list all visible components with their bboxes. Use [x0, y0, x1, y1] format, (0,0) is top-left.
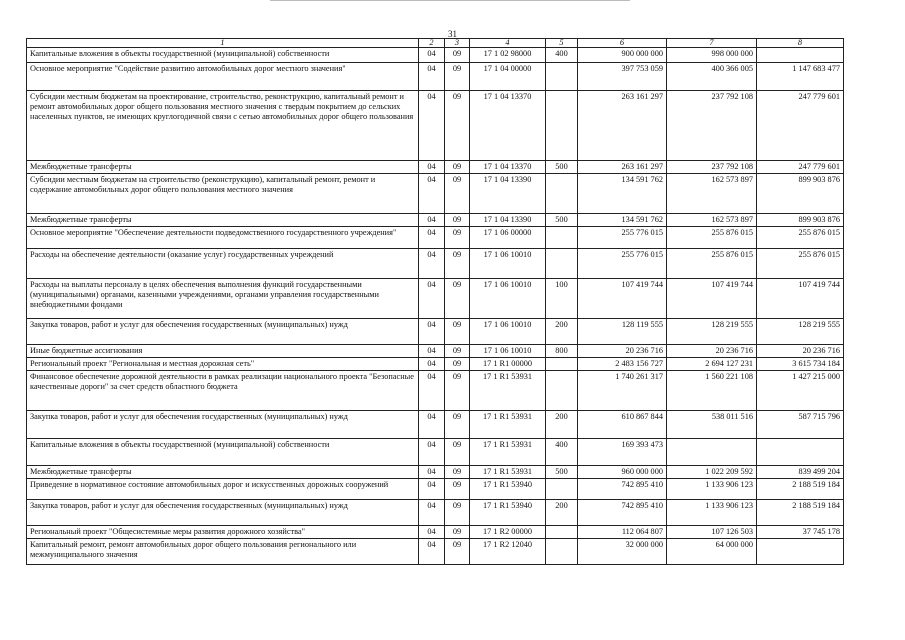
row-amount-year3: 107 419 744 — [757, 279, 844, 319]
row-amount-year3: 255 876 015 — [757, 227, 844, 249]
row-amount-year2: 107 126 503 — [667, 526, 757, 539]
row-section: 04 — [419, 358, 445, 371]
row-section: 04 — [419, 91, 445, 161]
row-expense-type — [546, 526, 578, 539]
table-row — [27, 174, 844, 214]
row-section: 04 — [419, 500, 445, 526]
row-name: Региональный проект "Общесистемные меры развития дорожного хозяйства" — [27, 526, 419, 539]
row-section: 04 — [419, 214, 445, 227]
row-amount-year3: 128 219 555 — [757, 319, 844, 345]
row-subsection: 09 — [445, 214, 470, 227]
col-header-1: 1 — [27, 39, 419, 48]
row-name: Приведение в нормативное состояние автомобильных дорог и искусственных дорожных сооружений — [27, 479, 419, 500]
row-amount-year2: 1 133 906 123 — [667, 479, 757, 500]
row-amount-year3: 1 147 683 477 — [757, 63, 844, 91]
row-amount-year2: 128 219 555 — [667, 319, 757, 345]
row-amount-year1: 112 064 807 — [578, 526, 667, 539]
table-row — [27, 479, 844, 500]
row-amount-year1: 960 000 000 — [578, 466, 667, 479]
row-subsection: 09 — [445, 345, 470, 358]
row-subsection: 09 — [445, 479, 470, 500]
row-target-code: 17 1 04 13370 — [470, 91, 546, 161]
table-row — [27, 48, 844, 63]
table-row — [27, 345, 844, 358]
row-section: 04 — [419, 479, 445, 500]
col-header-8: 8 — [757, 39, 844, 48]
row-expense-type: 500 — [546, 466, 578, 479]
row-section: 04 — [419, 411, 445, 439]
row-subsection: 09 — [445, 91, 470, 161]
row-name: Закупка товаров, работ и услуг для обеспечения государственных (муниципальных) нужд — [27, 319, 419, 345]
table-row — [27, 358, 844, 371]
table-row — [27, 214, 844, 227]
row-amount-year2: 998 000 000 — [667, 48, 757, 63]
table-row — [27, 63, 844, 91]
row-amount-year1: 32 000 000 — [578, 539, 667, 565]
row-subsection: 09 — [445, 227, 470, 249]
row-expense-type — [546, 539, 578, 565]
row-expense-type: 200 — [546, 319, 578, 345]
row-name: Субсидии местным бюджетам на проектирование, строительство, реконструкцию, капитальный ремонт и ремонт автомобильных дорог общего пользования местного значения с твердым покрытием до сельских населенных пунктов, не имеющих круглогодичной связи с сетью автомобильных дорог общего пользования — [27, 91, 419, 161]
row-amount-year2: 255 876 015 — [667, 227, 757, 249]
row-section: 04 — [419, 466, 445, 479]
row-target-code: 17 1 06 10010 — [470, 319, 546, 345]
row-amount-year3: 247 779 601 — [757, 161, 844, 174]
table-row — [27, 466, 844, 479]
row-expense-type — [546, 63, 578, 91]
row-section: 04 — [419, 63, 445, 91]
row-subsection: 09 — [445, 411, 470, 439]
row-expense-type: 400 — [546, 48, 578, 63]
row-name: Закупка товаров, работ и услуг для обеспечения государственных (муниципальных) нужд — [27, 500, 419, 526]
row-expense-type: 200 — [546, 411, 578, 439]
row-section: 04 — [419, 48, 445, 63]
row-amount-year1: 128 119 555 — [578, 319, 667, 345]
row-name: Межбюджетные трансферты — [27, 161, 419, 174]
table-row — [27, 539, 844, 565]
row-subsection: 09 — [445, 539, 470, 565]
table-row — [27, 161, 844, 174]
row-name: Основное мероприятие "Содействие развитию автомобильных дорог местного значения" — [27, 63, 419, 91]
row-target-code: 17 1 R1 53940 — [470, 500, 546, 526]
row-subsection: 09 — [445, 249, 470, 279]
table-row — [27, 249, 844, 279]
row-subsection: 09 — [445, 358, 470, 371]
row-name: Основное мероприятие "Обеспечение деятельности подведомственного государственного учреждения" — [27, 227, 419, 249]
row-amount-year3: 899 903 876 — [757, 214, 844, 227]
row-expense-type: 400 — [546, 439, 578, 466]
row-name: Расходы на выплаты персоналу в целях обеспечения выполнения функций государственными (муниципальными) органами, казенными учреждениями, органами управления государственными внебюджетными фондами — [27, 279, 419, 319]
row-target-code: 17 1 02 98000 — [470, 48, 546, 63]
row-amount-year3: 3 615 734 184 — [757, 358, 844, 371]
row-expense-type — [546, 249, 578, 279]
row-amount-year1: 610 867 844 — [578, 411, 667, 439]
row-section: 04 — [419, 371, 445, 411]
row-amount-year1: 20 236 716 — [578, 345, 667, 358]
row-name: Капитальные вложения в объекты государственной (муниципальной) собственности — [27, 439, 419, 466]
row-name: Межбюджетные трансферты — [27, 214, 419, 227]
row-subsection: 09 — [445, 526, 470, 539]
row-expense-type: 200 — [546, 500, 578, 526]
row-target-code: 17 1 R1 53931 — [470, 371, 546, 411]
table-row — [27, 526, 844, 539]
row-amount-year1: 397 753 059 — [578, 63, 667, 91]
row-amount-year3: 37 745 178 — [757, 526, 844, 539]
table-row — [27, 91, 844, 161]
row-section: 04 — [419, 345, 445, 358]
row-expense-type — [546, 371, 578, 411]
row-amount-year3: 2 188 519 184 — [757, 479, 844, 500]
row-subsection: 09 — [445, 161, 470, 174]
page-number: 31 — [448, 29, 457, 39]
row-target-code: 17 1 04 13390 — [470, 174, 546, 214]
row-amount-year1: 134 591 762 — [578, 174, 667, 214]
row-expense-type — [546, 227, 578, 249]
row-subsection: 09 — [445, 500, 470, 526]
table-row — [27, 319, 844, 345]
row-amount-year2: 20 236 716 — [667, 345, 757, 358]
row-expense-type: 500 — [546, 161, 578, 174]
row-amount-year1: 255 776 015 — [578, 227, 667, 249]
row-name: Капитальный ремонт, ремонт автомобильных дорог общего пользования регионального или межмуниципального значения — [27, 539, 419, 565]
table-row — [27, 279, 844, 319]
row-section: 04 — [419, 279, 445, 319]
row-amount-year3: 587 715 796 — [757, 411, 844, 439]
row-target-code: 17 1 R2 00000 — [470, 526, 546, 539]
row-expense-type — [546, 174, 578, 214]
row-amount-year2: 255 876 015 — [667, 249, 757, 279]
budget-table — [26, 38, 844, 565]
row-amount-year2: 107 419 744 — [667, 279, 757, 319]
row-amount-year2: 237 792 108 — [667, 161, 757, 174]
row-expense-type: 100 — [546, 279, 578, 319]
row-amount-year2: 400 366 005 — [667, 63, 757, 91]
row-amount-year3: 247 779 601 — [757, 91, 844, 161]
row-amount-year2: 162 573 897 — [667, 214, 757, 227]
row-amount-year1: 2 483 156 727 — [578, 358, 667, 371]
table-row — [27, 227, 844, 249]
col-header-5: 5 — [546, 39, 578, 48]
row-name: Закупка товаров, работ и услуг для обеспечения государственных (муниципальных) нужд — [27, 411, 419, 439]
scan-edge — [0, 0, 905, 2]
row-section: 04 — [419, 249, 445, 279]
row-target-code: 17 1 R1 53931 — [470, 439, 546, 466]
row-section: 04 — [419, 319, 445, 345]
row-amount-year1: 1 740 261 317 — [578, 371, 667, 411]
row-section: 04 — [419, 227, 445, 249]
row-amount-year2: 538 011 516 — [667, 411, 757, 439]
row-expense-type — [546, 91, 578, 161]
row-amount-year1: 742 895 410 — [578, 479, 667, 500]
row-amount-year2 — [667, 439, 757, 466]
row-amount-year3 — [757, 48, 844, 63]
row-section: 04 — [419, 539, 445, 565]
row-subsection: 09 — [445, 279, 470, 319]
row-name: Расходы на обеспечение деятельности (оказание услуг) государственных учреждений — [27, 249, 419, 279]
row-amount-year3: 20 236 716 — [757, 345, 844, 358]
row-target-code: 17 1 R1 53931 — [470, 411, 546, 439]
row-name: Финансовое обеспечение дорожной деятельности в рамках реализации национального проекта "Безопасные качественные дороги" за счет средств областного бюджета — [27, 371, 419, 411]
row-target-code: 17 1 06 10010 — [470, 345, 546, 358]
row-section: 04 — [419, 526, 445, 539]
row-amount-year2: 1 560 221 108 — [667, 371, 757, 411]
row-expense-type — [546, 358, 578, 371]
row-subsection: 09 — [445, 439, 470, 466]
row-section: 04 — [419, 174, 445, 214]
row-section: 04 — [419, 439, 445, 466]
row-target-code: 17 1 R1 00000 — [470, 358, 546, 371]
row-target-code: 17 1 R1 53940 — [470, 479, 546, 500]
row-amount-year2: 162 573 897 — [667, 174, 757, 214]
row-amount-year1: 263 161 297 — [578, 161, 667, 174]
row-amount-year3: 839 499 204 — [757, 466, 844, 479]
row-amount-year1: 742 895 410 — [578, 500, 667, 526]
row-amount-year2: 64 000 000 — [667, 539, 757, 565]
row-amount-year3: 2 188 519 184 — [757, 500, 844, 526]
row-amount-year3 — [757, 539, 844, 565]
row-amount-year1: 263 161 297 — [578, 91, 667, 161]
table-row — [27, 500, 844, 526]
col-header-4: 4 — [470, 39, 546, 48]
row-subsection: 09 — [445, 371, 470, 411]
row-subsection: 09 — [445, 48, 470, 63]
row-target-code: 17 1 06 10010 — [470, 249, 546, 279]
row-amount-year1: 255 776 015 — [578, 249, 667, 279]
row-target-code: 17 1 R1 53931 — [470, 466, 546, 479]
table-row — [27, 439, 844, 466]
row-amount-year2: 237 792 108 — [667, 91, 757, 161]
row-target-code: 17 1 R2 12040 — [470, 539, 546, 565]
row-amount-year3: 899 903 876 — [757, 174, 844, 214]
col-header-2: 2 — [419, 39, 445, 48]
row-name: Иные бюджетные ассигнования — [27, 345, 419, 358]
row-name: Региональный проект "Региональная и местная дорожная сеть" — [27, 358, 419, 371]
row-amount-year2: 1 133 906 123 — [667, 500, 757, 526]
col-header-3: 3 — [445, 39, 470, 48]
row-subsection: 09 — [445, 466, 470, 479]
row-target-code: 17 1 04 13390 — [470, 214, 546, 227]
row-target-code: 17 1 04 00000 — [470, 63, 546, 91]
row-expense-type — [546, 479, 578, 500]
row-amount-year3: 255 876 015 — [757, 249, 844, 279]
row-amount-year2: 2 694 127 231 — [667, 358, 757, 371]
row-name: Капитальные вложения в объекты государственной (муниципальной) собственности — [27, 48, 419, 63]
row-amount-year1: 900 000 000 — [578, 48, 667, 63]
row-name: Субсидии местным бюджетам на строительство (реконструкцию), капитальный ремонт, ремонт и содержание автомобильных дорог общего пользования местного значения — [27, 174, 419, 214]
row-target-code: 17 1 06 10010 — [470, 279, 546, 319]
table-row — [27, 371, 844, 411]
row-name: Межбюджетные трансферты — [27, 466, 419, 479]
row-amount-year3 — [757, 439, 844, 466]
header-row — [27, 39, 844, 48]
row-target-code: 17 1 04 13370 — [470, 161, 546, 174]
row-amount-year1: 169 393 473 — [578, 439, 667, 466]
row-subsection: 09 — [445, 63, 470, 91]
row-expense-type: 500 — [546, 214, 578, 227]
row-subsection: 09 — [445, 174, 470, 214]
col-header-7: 7 — [667, 39, 757, 48]
row-amount-year2: 1 022 209 592 — [667, 466, 757, 479]
row-subsection: 09 — [445, 319, 470, 345]
row-amount-year3: 1 427 215 000 — [757, 371, 844, 411]
row-amount-year1: 107 419 744 — [578, 279, 667, 319]
row-amount-year1: 134 591 762 — [578, 214, 667, 227]
row-expense-type: 800 — [546, 345, 578, 358]
row-target-code: 17 1 06 00000 — [470, 227, 546, 249]
row-section: 04 — [419, 161, 445, 174]
col-header-6: 6 — [578, 39, 667, 48]
table-row — [27, 411, 844, 439]
